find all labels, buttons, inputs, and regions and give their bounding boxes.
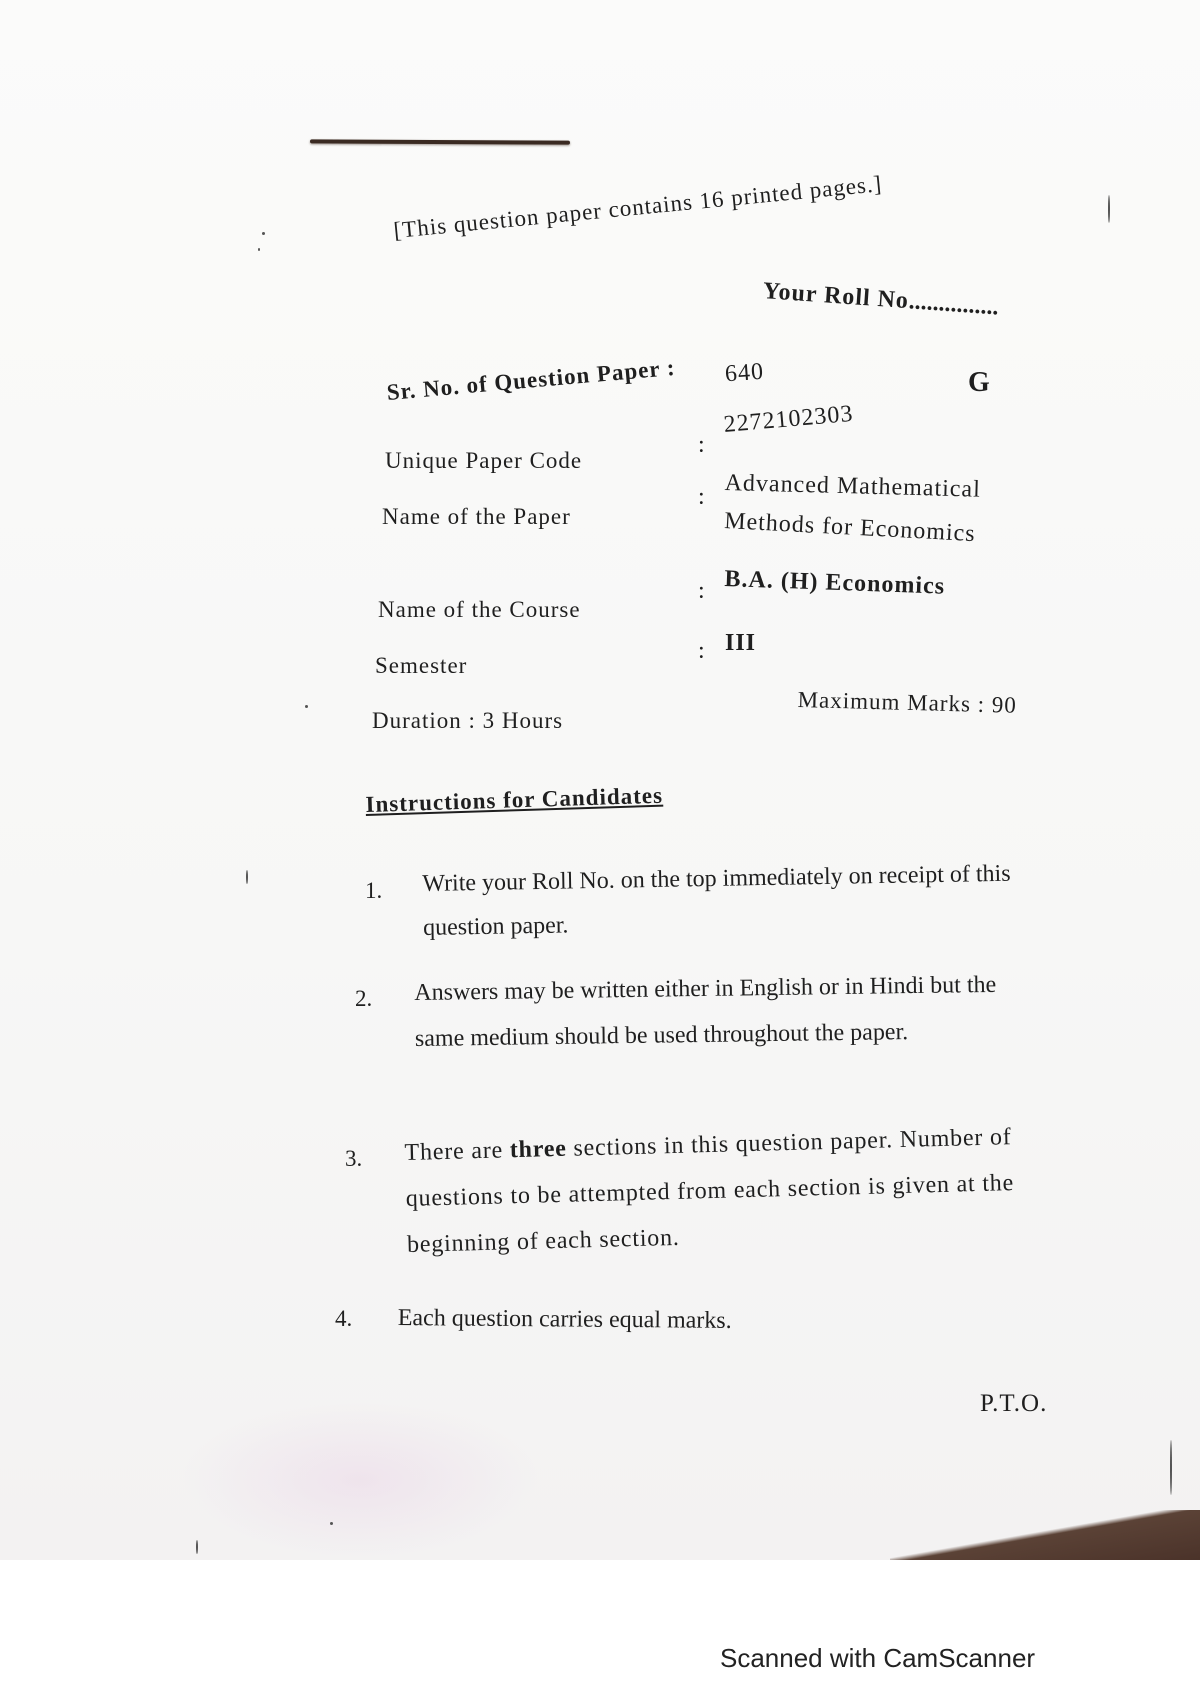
- instruction-number: 1.: [365, 878, 383, 903]
- colon: :: [698, 484, 705, 510]
- roll-number-label: Your Roll No: [762, 278, 910, 315]
- page-count-note: [This question paper contains 16 printed pages.]: [392, 171, 884, 244]
- semester-label: Semester: [375, 653, 468, 678]
- semester-value: III: [725, 630, 757, 656]
- sr-no-value: 640: [724, 358, 765, 388]
- colon: :: [698, 432, 705, 458]
- course-name-label: Name of the Course: [378, 597, 581, 622]
- instruction-text: Answers may be written either in English or in Hindi but the same medium should be used throughout the paper.: [414, 971, 997, 1052]
- sr-no-label: Sr. No. of Question Paper :: [385, 354, 677, 406]
- scan-speck: [305, 705, 308, 708]
- please-turn-over: P.T.O.: [980, 1390, 1048, 1417]
- instruction-number: 3.: [345, 1146, 363, 1171]
- scanner-watermark: Scanned with CamScanner: [720, 1643, 1036, 1673]
- paper-name-line2: Methods for Economics: [723, 508, 977, 548]
- course-name-value: B.A. (H) Economics: [724, 566, 946, 600]
- paper-name-line1: Advanced Mathematical: [724, 470, 982, 503]
- instruction-number: 2.: [355, 986, 373, 1011]
- instructions-title: Instructions for Candidates: [365, 782, 664, 818]
- scan-speck: [1170, 1440, 1172, 1495]
- scan-smudge: [180, 1400, 540, 1560]
- instruction-text-emphasis: three: [509, 1135, 568, 1164]
- instruction-text: Each question carries equal marks.: [397, 1304, 732, 1334]
- scan-speck: [246, 870, 248, 884]
- unique-paper-code-value: 2272102303: [722, 400, 855, 439]
- set-code: G: [968, 367, 990, 398]
- unique-paper-code-label: Unique Paper Code: [385, 448, 583, 473]
- maximum-marks: Maximum Marks : 90: [797, 687, 1018, 718]
- scan-speck: [258, 248, 260, 251]
- instruction-text-part: There are: [404, 1137, 511, 1166]
- instruction-text: Write your Roll No. on the top immediately on receipt of this question paper.: [422, 860, 1011, 941]
- scan-speck: [1108, 195, 1110, 223]
- scan-speck: [330, 1522, 333, 1525]
- instruction-text-part: sections in this question paper. Number of questions to be attempted from each section is given at the beginning of each section.: [405, 1124, 1015, 1258]
- scan-speck: [196, 1540, 198, 1554]
- colon: :: [698, 638, 705, 664]
- instruction-text: [404, 1113, 1057, 1268]
- instruction-number: 4.: [335, 1306, 353, 1331]
- page-edge-shadow-bottom: [890, 1510, 1200, 1560]
- colon: :: [698, 578, 705, 604]
- roll-number-blank: ...............: [907, 288, 1000, 321]
- scan-speck: [262, 232, 265, 235]
- paper-name-label: Name of the Paper: [382, 504, 571, 529]
- duration: Duration : 3 Hours: [372, 708, 564, 733]
